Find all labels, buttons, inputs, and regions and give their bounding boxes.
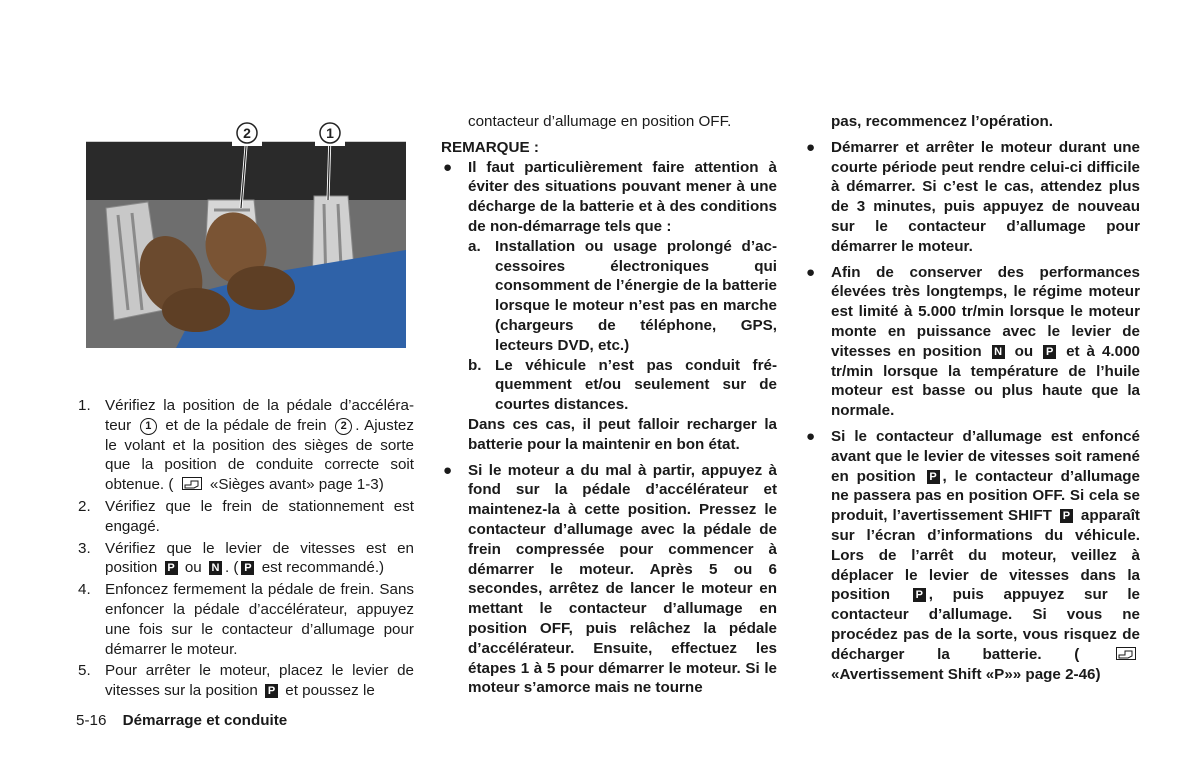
column-2 xyxy=(441,112,777,704)
step-number: 1. xyxy=(78,397,91,414)
position-p-icon: P xyxy=(927,470,940,484)
svg-text:2: 2 xyxy=(243,125,251,141)
column-3 xyxy=(804,112,1140,690)
callout-2 xyxy=(232,120,262,146)
step-3: 3. Vérifiez que le levier de vitesses est en position P ou N . ( P est recommandé.) xyxy=(78,539,414,577)
step-number: 3. xyxy=(78,539,91,557)
page-footer xyxy=(76,712,287,729)
bullet-icon: ● xyxy=(443,158,453,176)
step-4: 4. Enfoncez fermement la pédale de frein. Sans enfoncer la pédale d’accélérateur, appuyez une fois sur le contacteur d’allumage pour démarrer le moteur. xyxy=(78,581,414,658)
position-p-icon: P xyxy=(265,684,278,698)
continued-text: pas, recommencez l’opération. xyxy=(831,113,1053,130)
step-2: 2. Vérifiez que le frein de stationnement est engagé. xyxy=(78,497,414,535)
remark-bullet-3: ● Démarrer et arrêter le moteur durant une courte période peut rendre celui-ci difficile à démarrer. Si c’est le cas, attendez plus de 3 minutes, puis appuyez de nouveau sur le contacteur d’allumage pour démarrer le moteur. xyxy=(806,138,1140,255)
see-page-hand-icon xyxy=(1116,647,1136,660)
svg-text:1: 1 xyxy=(326,125,334,141)
position-n-icon: N xyxy=(209,561,222,575)
reference-link[interactable]: «Sièges avant» page 1-3) xyxy=(209,476,384,494)
position-p-icon: P xyxy=(241,561,254,575)
remark-bullet-2: ● Si le moteur a du mal à partir, appuyez à fond sur la pédale d’accélérateur et maintenez-la à cette position. Pressez le contacteur d’allumage avec la pédale de frein compressée pour commencer à démarrer le moteur. Après 5 ou 6 secondes, arrêtez de lancer le moteur en mettant le contacteur d’allumage en position OFF, puis relâchez la pédale d’accélérateur. Ensuite, effectuez les étapes 1 à 5 pour démarrer le moteur. Si le moteur s’amorce mais ne tourne xyxy=(443,461,777,697)
bullet-icon: ● xyxy=(806,427,816,445)
bullet-icon: ● xyxy=(806,263,816,281)
position-p-icon: P xyxy=(913,588,926,602)
continued-text: contacteur d’allumage en position OFF. xyxy=(468,113,732,130)
step-number: 2. xyxy=(78,497,91,515)
column-1 xyxy=(78,396,414,703)
page-number: 5-16 xyxy=(76,712,107,729)
bullet-icon: ● xyxy=(806,138,816,156)
remark-heading: REMARQUE : xyxy=(441,138,539,156)
remark-bullet-5: ● Si le contacteur d’allumage est enfoncé avant que le levier de vitesses soit ramené en position P , le contacteur d’allumage ne passera pas en position OFF. Si cela se produit, l’avertissement SHIFT P apparaît sur l’écran d’informations du véhicule. Lors de l’arrêt du moteur, veillez à déplacer le levier de vitesses dans la position P , puis appuyez sur le contacteur d’allumage. Si vous ne procédez pas de la sorte, vous risquez de décharger la batterie. ( «Avertissement Shift «P»» page 2-46) xyxy=(806,427,1140,683)
bullet-icon: ● xyxy=(443,461,453,479)
step-5: 5. Pour arrêter le moteur, placez le levier de vitesses sur la position P et poussez le xyxy=(78,662,414,700)
sub-item-a: a. Installation ou usage prolongé d’accessoires électroniques qui consomment de l’énergie de la batterie lorsque le moteur n’est pas en marche (chargeurs de téléphone, GPS, lecteurs DVD, etc.) xyxy=(468,237,777,354)
remark-bullet-4: ● Afin de conserver des performances élevées très longtemps, le régime moteur est limité à 5.000 tr/min lorsque le moteur monte en puissance avec le levier de vitesses en position N ou P et à 4.000 tr/min lorsque la température de l’huile moteur est basse ou plus haute que la normale. xyxy=(806,263,1140,420)
see-page-hand-icon xyxy=(182,477,202,490)
pedal-illustration xyxy=(86,120,406,348)
step-1: 1. Vérifiez la position de la pédale d’accélérateur 1 et de la pédale de frein 2 . Ajustez le volant et la position des sièges de sorte que la position de conduite correcte soit obtenue. ( «Sièges avant» page 1-3) xyxy=(78,397,414,494)
step-number: 4. xyxy=(78,581,91,599)
position-p-icon: P xyxy=(1060,509,1073,523)
callout-1 xyxy=(315,120,345,146)
position-n-icon: N xyxy=(992,345,1005,359)
callout-1-icon: 1 xyxy=(140,418,157,435)
step-number: 5. xyxy=(78,662,91,680)
position-p-icon: P xyxy=(1043,345,1056,359)
section-title: Démarrage et conduite xyxy=(122,712,288,729)
callout-2-icon: 2 xyxy=(335,418,352,435)
sub-item-b: b. Le véhicule n’est pas conduit fréquemment et/ou seulement sur de courtes distances. xyxy=(468,356,777,414)
reference-link[interactable]: «Avertissement Shift «P»» page 2-46) xyxy=(831,665,1101,683)
remark-bullet-1: ● Il faut particulièrement faire attention à éviter des situations pouvant mener à une décharge de la batterie et à des conditions de non-démarrage tels que : a. Installation ou usage prolongé d’accessoires électroniques qui consomment de l’énergie de la batterie lorsque le moteur n’est pas en marche (chargeurs de téléphone, GPS, lecteurs DVD, etc.) b. Le véhicule n’est pas conduit fréquemment et/ou seulement sur de courtes distances. Dans ces cas, il peut falloir recharger la batterie pour la maintenir en bon état. xyxy=(443,158,777,453)
position-p-icon: P xyxy=(165,561,178,575)
